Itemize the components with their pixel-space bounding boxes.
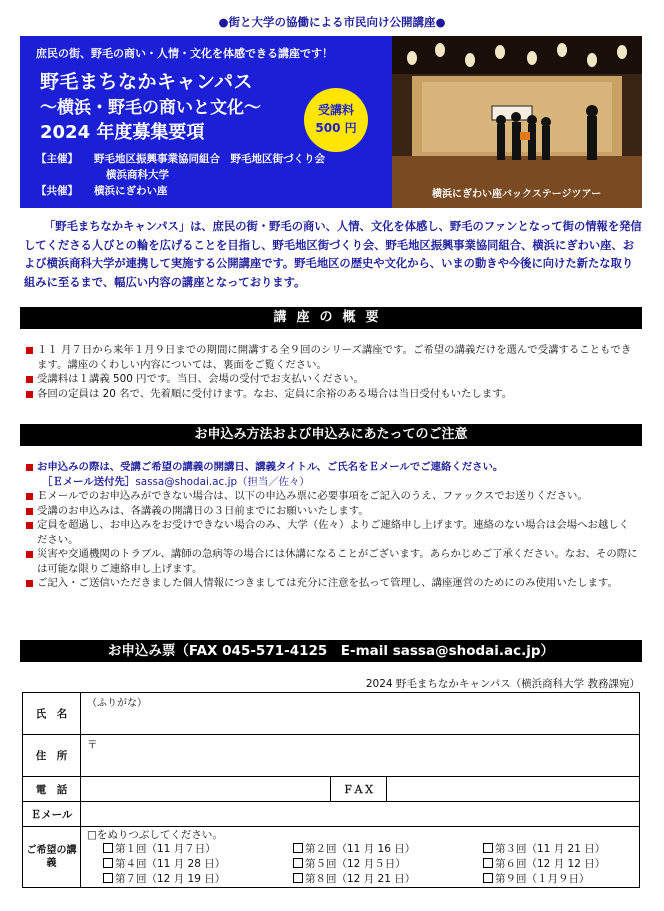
stage-photo xyxy=(392,36,642,208)
hero-year-title: 2024 年度募集要項 xyxy=(40,122,205,143)
overview-heading: 講座の概要 xyxy=(20,307,642,329)
course-options xyxy=(81,842,639,887)
address-label: 住 所 xyxy=(23,735,81,777)
name-row xyxy=(23,693,640,735)
course-checkbox-8[interactable]: 第８回（12 月 21 日） xyxy=(293,872,483,887)
phone-label: 電 話 xyxy=(23,777,81,802)
overview-item: １１ 月７日から来年１月９日までの期間に開講する全９回のシリーズ講座です。ご希望の講義だけを選んで受講することもできます。講座のくわしい内容については、裏面をご覧ください。 xyxy=(26,343,638,372)
fee-value: 500 円 xyxy=(315,121,357,135)
application-item: ご記入・ご送信いただきました個人情報につきましては充分に注意を払って管理し、講座運営のためにのみ使用いたします。 xyxy=(26,576,638,591)
course-checkbox-3[interactable]: 第３回（11 月 21 日） xyxy=(483,842,664,857)
hero-title: 野毛まちなかキャンパス xyxy=(40,71,254,93)
hero-subtitle: 〜横浜・野毛の商いと文化〜 xyxy=(40,98,261,118)
name-label: 氏 名 xyxy=(23,693,81,735)
co-host-name: 横浜にぎわい座 xyxy=(94,185,168,197)
name-field[interactable] xyxy=(81,693,640,735)
form-heading: お申込み票（FAX 045-571-4125 E-mail sassa@shodai.ac.jp） xyxy=(20,640,642,662)
course-checkbox-1[interactable]: 第１回（11 月７日） xyxy=(103,842,293,857)
course-checkbox-4[interactable]: 第４回（11 月 28 日） xyxy=(103,857,293,872)
email-destination xyxy=(26,475,638,490)
course-note: □をぬりつぶしてください。 xyxy=(87,829,223,841)
application-heading: お申込み方法および申込みにあたってのご注意 xyxy=(20,424,642,446)
application-form xyxy=(22,692,640,888)
course-checkbox-6[interactable]: 第６回（12 月 12 日） xyxy=(483,857,664,872)
organizer-university: 横浜商科大学 xyxy=(106,169,169,181)
application-item: 受講のお申込みは、各講義の開講日の３日前までにお願いいたします。 xyxy=(26,504,638,519)
overview-item: 各回の定員は 20 名で、先着順に受付けます。なお、定員に余裕のある場合は当日受付もいたします。 xyxy=(26,387,638,402)
address-field[interactable] xyxy=(81,735,640,777)
email-label: Ｅメール xyxy=(23,802,81,827)
course-checkbox-5[interactable]: 第５回（12 月５日） xyxy=(293,857,483,872)
course-selection xyxy=(81,827,640,888)
hero-tagline: 庶民の街、野毛の商い・人情・文化を体感できる講座です！ xyxy=(36,47,333,60)
course-checkbox-2[interactable]: 第２回（11 月 16 日） xyxy=(293,842,483,857)
course-checkbox-9[interactable]: 第９回（１月９日） xyxy=(483,872,664,887)
postal-mark: 〒 xyxy=(87,739,98,751)
email-field[interactable] xyxy=(81,802,640,827)
form-addressee: 2024 野毛まちなかキャンパス（横浜商科大学 教務課宛） xyxy=(365,678,640,690)
fax-field[interactable] xyxy=(387,777,640,802)
fee-label: 受講料 xyxy=(317,103,354,117)
hero-banner xyxy=(20,36,642,208)
course-row xyxy=(23,827,640,888)
phone-row xyxy=(23,777,640,802)
fee-badge xyxy=(304,88,368,152)
phone-field[interactable] xyxy=(81,777,331,802)
overview-item: 受講料は１講義 500 円です。当日、会場の受付でお支払いください。 xyxy=(26,372,638,387)
top-announcement: ●街と大学の協働による市民向け公開講座● xyxy=(218,15,446,29)
email-destination-label: ［Ｅメール送付先］ xyxy=(42,475,136,488)
organizer-label: 【主催】 xyxy=(36,153,78,165)
email-destination-link[interactable]: sassa@shodai.ac.jp（担当／佐々） xyxy=(135,475,310,488)
stage-photo-illustration xyxy=(392,36,642,208)
application-item: 災害や交通機関のトラブル、講師の急病等の場合には休講になることがございます。あらかじめご了承ください。なお、その際には可能な限りご連絡申し上げます。 xyxy=(26,547,638,576)
organizer-names: 野毛地区振興事業協同組合 野毛地区街づくり会 xyxy=(94,153,325,165)
application-item: 定員を超過し、お申込みをお受けできない場合のみ、大学（佐々）よりご連絡申し上げます。連絡のない場合は会場へお越しください。 xyxy=(26,518,638,547)
overview-list xyxy=(26,343,638,401)
course-label: ご希望の講 義 xyxy=(23,827,81,888)
address-row xyxy=(23,735,640,777)
email-row xyxy=(23,802,640,827)
intro-paragraph: 「野毛まちなかキャンパス」は、庶民の街・野毛の商い、人情、文化を体感し、野毛のファンとなって街の情報を発信してくださる人びとの輪を広げることを目指し、野毛地区街づくり会、野毛地区振興事業協同組合、横浜にぎわい座、および横浜商科大学が連携して実施する公開講座です。野毛地区の歴史や文化から、いまの動きや今後に向けた新たな取り組みに至るまで、幅広い内容の講座となっております。 xyxy=(24,220,642,289)
furigana-hint: （ふりがな） xyxy=(87,698,147,709)
application-list xyxy=(26,460,638,591)
course-checkbox-7[interactable]: 第７回（12 月 19 日） xyxy=(103,872,293,887)
fax-label: ＦＡＸ xyxy=(331,777,387,802)
application-lead: お申込みの際は、受講ご希望の講義の開講日、講義タイトル、ご氏名をＥメールでご連絡ください。 xyxy=(26,460,638,475)
co-host-label: 【共催】 xyxy=(36,185,78,197)
application-item: Ｅメールでのお申込みができない場合は、以下の申込み票に必要事項をご記入のうえ、ファックスでお送りください。 xyxy=(26,489,638,504)
photo-caption: 横浜にぎわい座バックステージツアー xyxy=(432,189,602,200)
